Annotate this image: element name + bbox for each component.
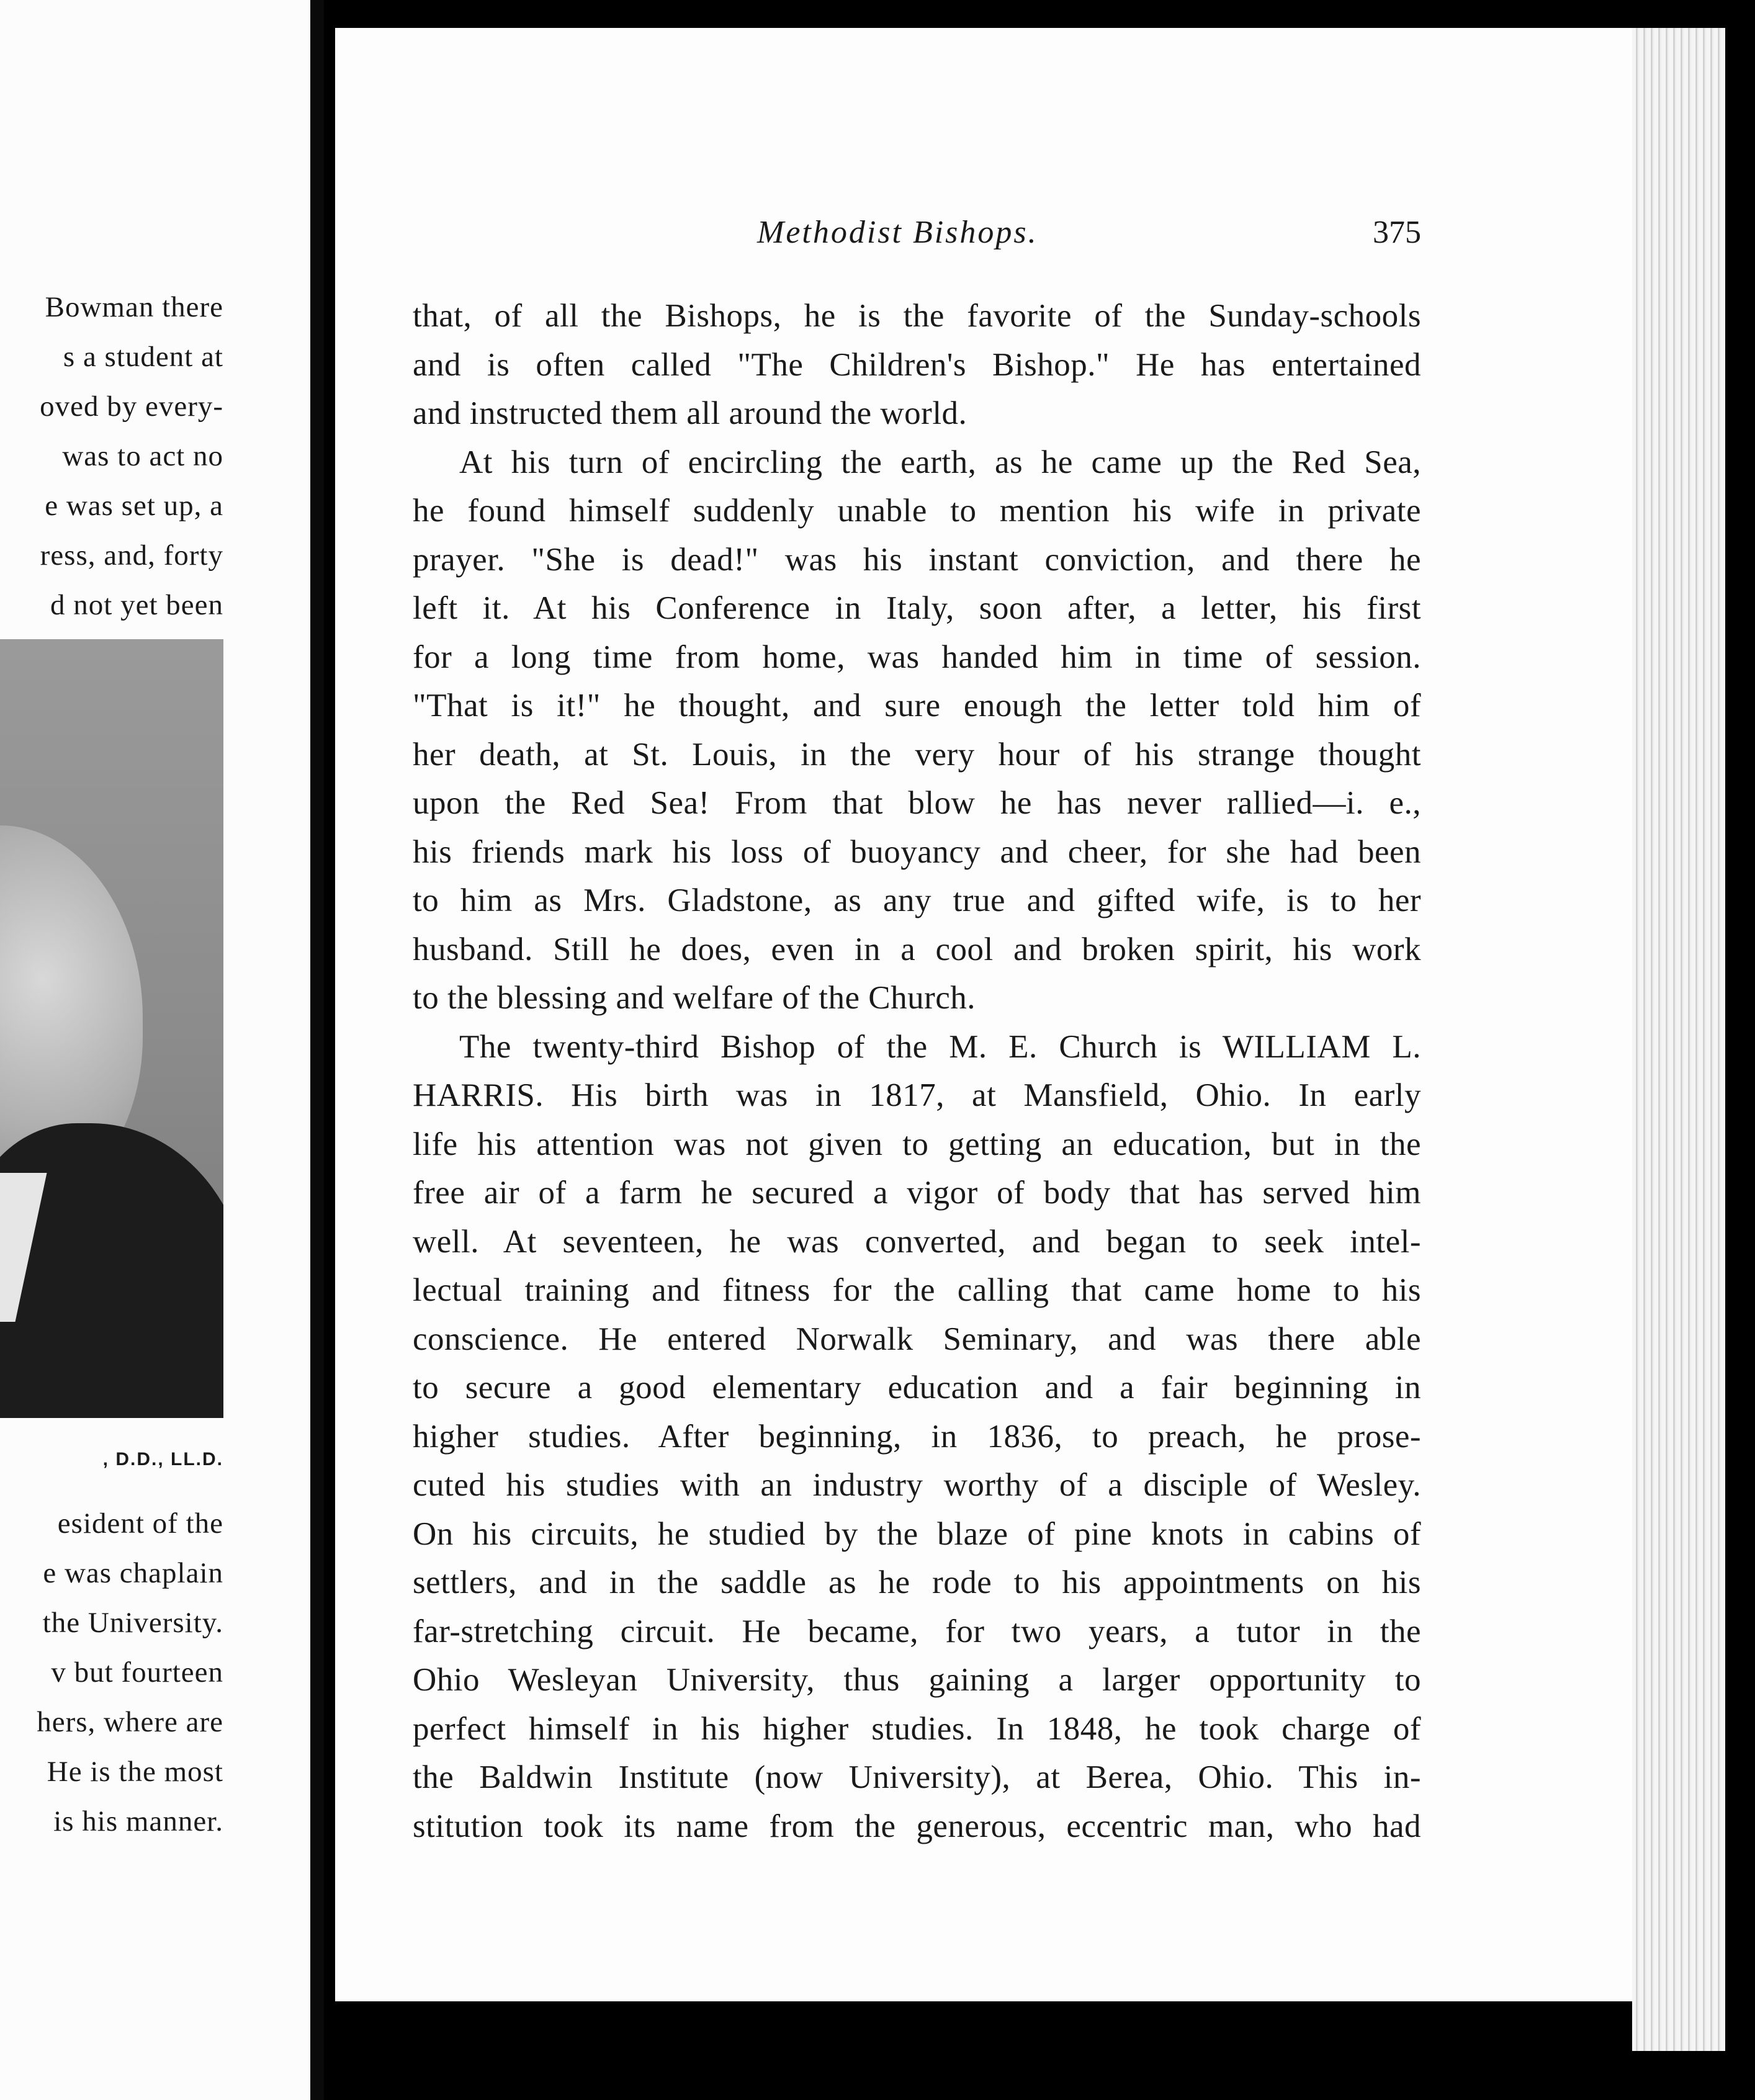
text-line: HARRIS. His birth was in 1817, at Mansfield, Ohio. In early [413, 1077, 1421, 1113]
left-page-lower-text [0, 1499, 223, 1846]
body-text [413, 292, 1421, 1851]
left-text-line: oved by every- [40, 390, 223, 423]
text-line: the Baldwin Institute (now University), at Berea, Ohio. This in- [413, 1759, 1421, 1795]
text-line: free air of a farm he secured a vigor of body that has served him [413, 1175, 1421, 1211]
portrait-coat [0, 1123, 223, 1418]
text-line: to the blessing and welfare of the Church. [413, 980, 976, 1016]
text-line: cuted his studies with an industry worthy of a disciple of Wesley. [413, 1467, 1421, 1503]
left-text-line: e was chaplain [43, 1557, 223, 1589]
left-text-line: Bowman there [45, 291, 223, 323]
left-text-line: was to act no [62, 440, 223, 472]
left-text-line: ress, and, forty [40, 539, 223, 572]
text-line: for a long time from home, was handed him in time of session. [413, 639, 1421, 675]
portrait-caption: , D.D., LL.D. [102, 1449, 223, 1470]
book-gutter [310, 0, 324, 2100]
text-line: The twenty-third Bishop of the M. E. Church is WILLIAM L. [459, 1028, 1421, 1065]
portrait-photo [0, 639, 223, 1418]
text-line: that, of all the Bishops, he is the favorite of the Sunday-schools [413, 298, 1421, 334]
text-line: stitution took its name from the generous, eccentric man, who had [413, 1808, 1421, 1844]
text-line: her death, at St. Louis, in the very hour of his strange thought [413, 736, 1421, 773]
left-text-line: d not yet been [50, 589, 223, 621]
text-line: Ohio Wesleyan University, thus gaining a larger opportunity to [413, 1662, 1421, 1698]
running-head: Methodist Bishops. [757, 215, 1038, 250]
text-line: prayer. "She is dead!" was his instant conviction, and there he [413, 541, 1421, 578]
text-line: higher studies. After beginning, in 1836, to preach, he prose- [413, 1418, 1421, 1455]
text-line: perfect himself in his higher studies. In 1848, he took charge of [413, 1710, 1421, 1747]
text-line: upon the Red Sea! From that blow he has never rallied—i. e., [413, 785, 1421, 821]
page-number: 375 [1373, 215, 1421, 250]
left-page [0, 0, 310, 2100]
text-line: to secure a good elementary education and a fair beginning in [413, 1370, 1421, 1406]
text-line: and instructed them all around the world. [413, 395, 967, 431]
text-line: settlers, and in the saddle as he rode to his appointments on his [413, 1564, 1421, 1600]
text-line: he found himself suddenly unable to mention his wife in private [413, 493, 1421, 529]
left-text-line: v but fourteen [51, 1656, 223, 1689]
text-line: lectual training and fitness for the calling that came home to his [413, 1272, 1421, 1308]
text-line: his friends mark his loss of buoyancy and cheer, for she had been [413, 833, 1421, 870]
left-page-upper-text [0, 282, 223, 630]
left-text-line: hers, where are [37, 1706, 223, 1738]
text-line: "That is it!" he thought, and sure enough the letter told him of [413, 688, 1421, 724]
text-line: to him as Mrs. Gladstone, as any true and gifted wife, is to her [413, 882, 1421, 918]
left-text-line: esident of the [57, 1507, 223, 1540]
text-line: On his circuits, he studied by the blaze of pine knots in cabins of [413, 1515, 1421, 1552]
text-line: left it. At his Conference in Italy, soon after, a letter, his first [413, 590, 1421, 626]
left-text-line: He is the most [47, 1756, 223, 1788]
text-line: well. At seventeen, he was converted, and began to seek intel- [413, 1223, 1421, 1260]
left-text-line: the University. [42, 1607, 223, 1639]
text-line: and is often called "The Children's Bishop." He has entertained [413, 346, 1421, 383]
text-line: At his turn of encircling the earth, as he came up the Red Sea, [459, 444, 1421, 480]
text-line: far-stretching circuit. He became, for two years, a tutor in the [413, 1613, 1421, 1649]
page-edges [1632, 28, 1725, 2051]
text-line: conscience. He entered Norwalk Seminary, and was there able [413, 1321, 1421, 1357]
text-line: husband. Still he does, even in a cool and broken spirit, his work [413, 931, 1421, 967]
left-text-line: is his manner. [53, 1805, 223, 1837]
left-text-line: e was set up, a [45, 490, 223, 522]
text-line: life his attention was not given to getting an education, but in the [413, 1126, 1421, 1162]
left-text-line: s a student at [63, 341, 223, 373]
